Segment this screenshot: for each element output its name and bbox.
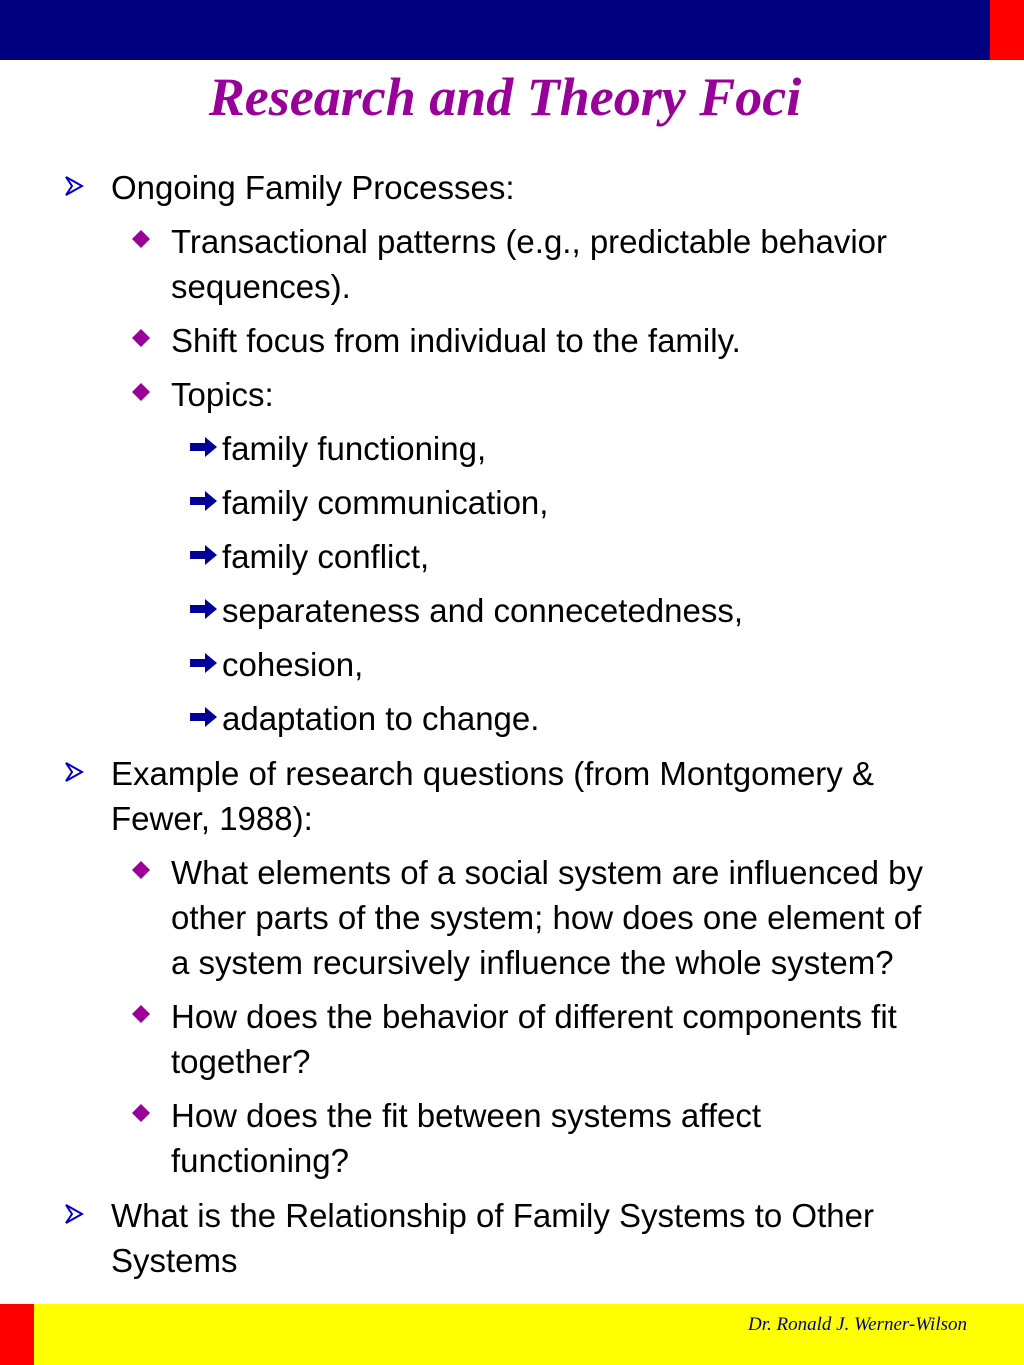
sub-bullet-text: How does the behavior of different components fit together?	[171, 998, 897, 1080]
sub-bullet-item	[0, 318, 1024, 363]
sub-bullet-text: Topics:	[171, 376, 274, 413]
sub-bullet-item	[0, 994, 1024, 1084]
diamond-bullet-icon	[130, 850, 152, 895]
footer-accent	[0, 1304, 34, 1365]
diamond-bullet-icon	[130, 219, 152, 264]
arrowhead-bullet-icon	[62, 165, 86, 210]
topic-text: separateness and connecetedness,	[222, 592, 744, 629]
topic-text: adaptation to change.	[222, 700, 540, 737]
arrow-bullet-icon	[188, 426, 220, 471]
arrow-bullet-icon	[188, 696, 220, 741]
bullet-text: Ongoing Family Processes:	[111, 169, 515, 206]
header-bar	[0, 0, 990, 60]
topic-text: cohesion,	[222, 646, 364, 683]
diamond-bullet-icon	[130, 994, 152, 1039]
bullet-item	[0, 1193, 1024, 1283]
topic-item	[0, 534, 1024, 579]
bullet-text: What is the Relationship of Family Systems to Other Systems	[111, 1197, 874, 1279]
sub-bullet-text: Shift focus from individual to the family.	[171, 322, 741, 359]
topic-item	[0, 426, 1024, 471]
sub-bullet-item	[0, 1093, 1024, 1183]
diamond-bullet-icon	[130, 1093, 152, 1138]
bullet-item	[0, 165, 1024, 210]
arrow-bullet-icon	[188, 480, 220, 525]
topic-item	[0, 642, 1024, 687]
sub-bullet-text: What elements of a social system are influenced by other parts of the system; how does one element of a system recursively influence the whole system?	[171, 854, 924, 981]
sub-bullet-text: How does the fit between systems affect functioning?	[171, 1097, 762, 1179]
topic-item	[0, 696, 1024, 741]
topic-text: family conflict,	[222, 538, 430, 575]
header-accent	[990, 0, 1024, 60]
diamond-bullet-icon	[130, 318, 152, 363]
sub-bullet-item	[0, 372, 1024, 417]
diamond-bullet-icon	[130, 372, 152, 417]
bullet-item	[0, 751, 1024, 841]
topic-item	[0, 480, 1024, 525]
topic-text: family communication,	[222, 484, 549, 521]
arrow-bullet-icon	[188, 534, 220, 579]
slide-title: Research and Theory Foci	[208, 67, 802, 127]
topic-item	[0, 588, 1024, 633]
arrow-bullet-icon	[188, 588, 220, 633]
sub-bullet-item	[0, 219, 1024, 309]
slide-content	[0, 155, 1024, 1283]
topic-text: family functioning,	[222, 430, 487, 467]
arrowhead-bullet-icon	[62, 751, 86, 796]
sub-bullet-item	[0, 850, 1024, 985]
sub-bullet-text: Transactional patterns (e.g., predictable behavior sequences).	[171, 223, 888, 305]
bullet-text: Example of research questions (from Montgomery & Fewer, 1988):	[111, 755, 874, 837]
arrowhead-bullet-icon	[62, 1193, 86, 1238]
author-footer: Dr. Ronald J. Werner-Wilson	[748, 1314, 967, 1335]
arrow-bullet-icon	[188, 642, 220, 687]
